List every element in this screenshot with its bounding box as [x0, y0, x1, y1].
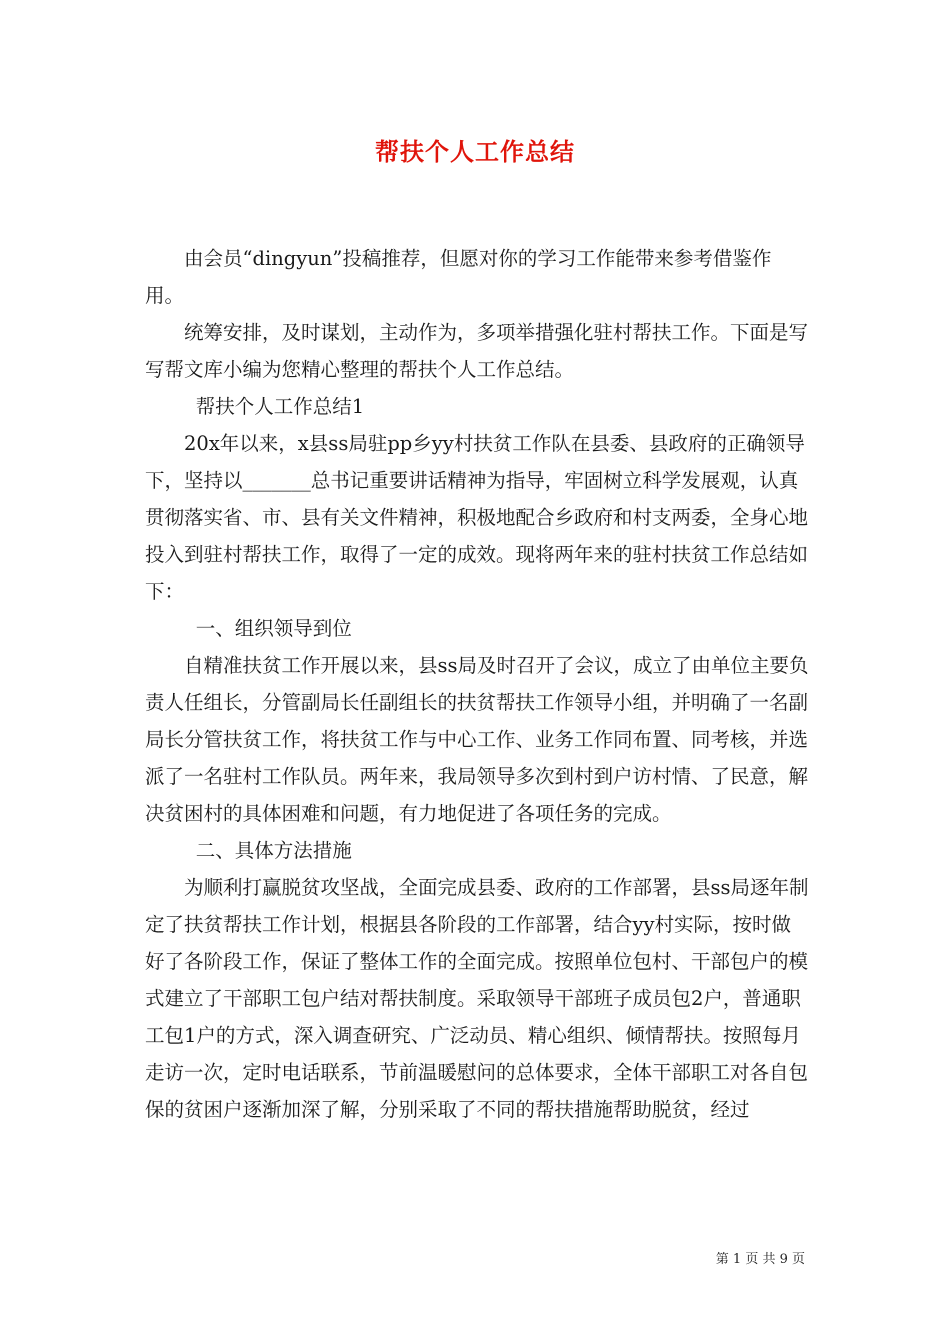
section-heading-1: 帮扶个人工作总结1 — [195, 395, 365, 418]
page-number-footer: 第 1 页 共 9 页 — [715, 1252, 805, 1267]
section-heading-methods: 二、具体方法措施 — [195, 839, 352, 862]
paragraph-summary: 统筹安排，及时谋划，主动作为，多项举措强化驻村帮扶工作。下面是写写帮文库小编为您精心整理的帮扶个人工作总结。 — [145, 321, 809, 381]
paragraph-intro: 由会员“dingyun”投稿推荐，但愿对你的学习工作能带来参考借鉴作用。 — [145, 247, 772, 307]
document-body — [145, 240, 810, 1128]
paragraph-overview: 20x年以来，x县ss局驻pp乡yy村扶贫工作队在县委、县政府的正确领导下，坚持以_______总书记重要讲话精神为指导，牢固树立科学发展观，认真贯彻落实省、市、县有关文件精神，积极地配合乡政府和村支两委，全身心地投入到驻村帮扶工作，取得了一定的成效。现将两年来的驻村扶贫工作总结如下： — [145, 432, 809, 603]
document-title: 帮扶个人工作总结 — [375, 138, 575, 166]
paragraph-methods: 为顺利打赢脱贫攻坚战，全面完成县委、政府的工作部署，县ss局逐年制定了扶贫帮扶工作计划，根据县各阶段的工作部署，结合yy村实际，按时做好了各阶段工作，保证了整体工作的全面完成。按照单位包村、干部包户的模式建立了干部职工包户结对帮扶制度。采取领导干部班子成员包2户，普通职工包1户的方式，深入调查研究、广泛动员、精心组织、倾情帮扶。按照每月走访一次，定时电话联系，节前温暖慰问的总体要求，全体干部职工对各自包保的贫困户逐渐加深了解，分别采取了不同的帮扶措施帮助脱贫，经过 — [145, 876, 809, 1121]
paragraph-organization: 自精准扶贫工作开展以来，县ss局及时召开了会议，成立了由单位主要负责人任组长，分管副局长任副组长的扶贫帮扶工作领导小组，并明确了一名副局长分管扶贫工作，将扶贫工作与中心工作、业务工作同布置、同考核，并选派了一名驻村工作队员。两年来，我局领导多次到村到户访村情、了民意，解决贫困村的具体困难和问题，有力地促进了各项任务的完成。 — [145, 654, 809, 825]
section-heading-organization: 一、组织领导到位 — [195, 617, 352, 640]
